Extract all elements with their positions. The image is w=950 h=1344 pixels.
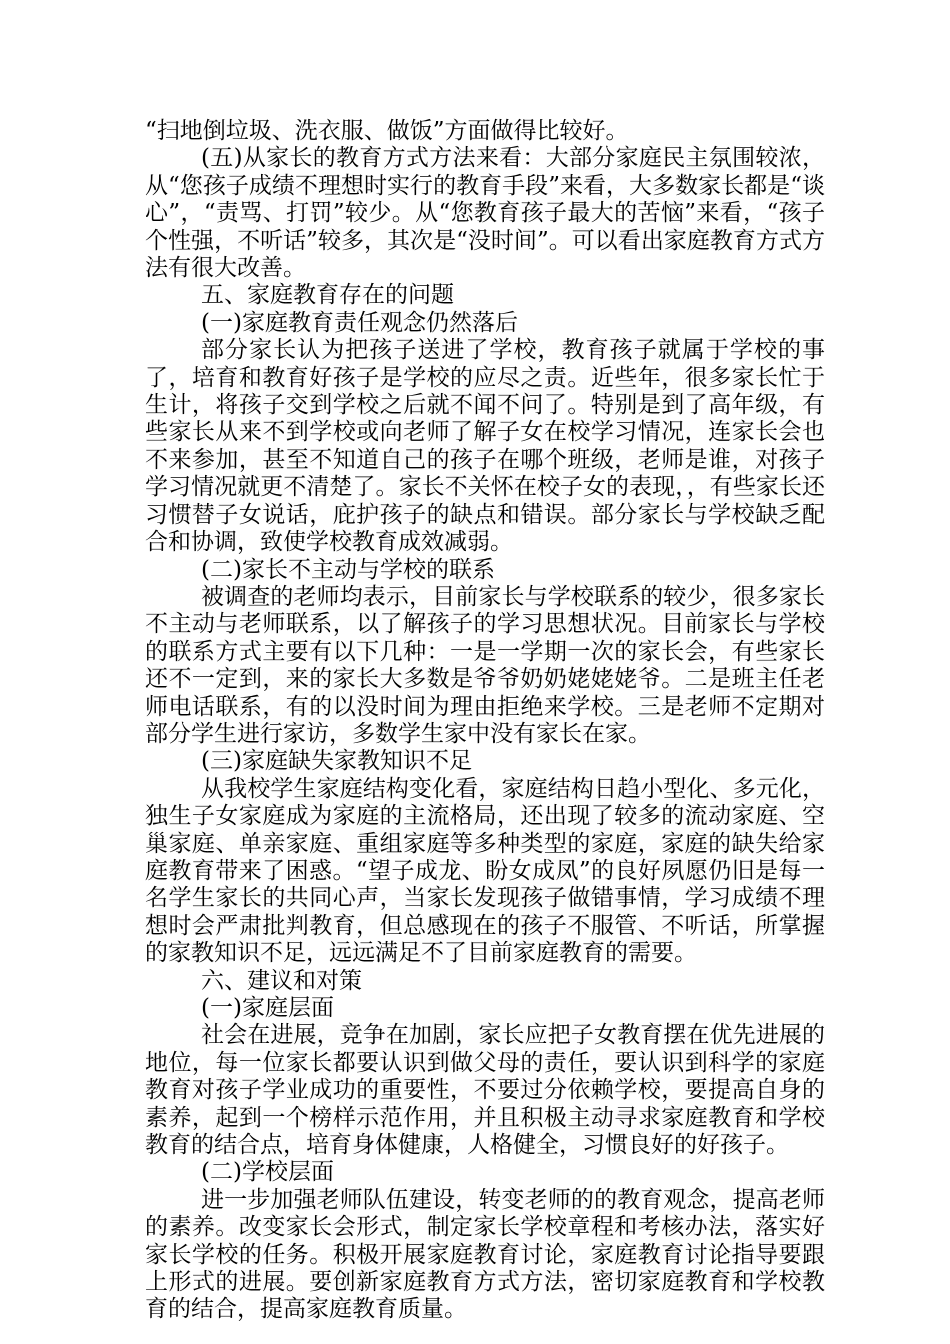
subheading-family: (一)家庭层面 xyxy=(201,995,334,1021)
heading-suggestions: 六、建议和对策 xyxy=(201,967,362,994)
heading-problems: 五、家庭教育存在的问题 xyxy=(201,282,454,309)
paragraph-school: 进一步加强老师队伍建设，转变老师的的教育观念，提高老师的素养。改变家长会形式，制定家长学校章程和考核办法，落实好家长学校的任务。积极开展家庭教育讨论，家庭教育讨论指导要跟上形式的进展。要创新家庭教育方式方法，密切家庭教育和学校教育的结合，提高家庭教育质量。 xyxy=(145,1186,825,1323)
paragraph-knowledge: 从我校学生家庭结构变化看，家庭结构日趋小型化、多元化，独生子女家庭成为家庭的主流格局，还出现了较多的流动家庭、空巢家庭、单亲家庭、重组家庭等多种类型的家庭，家庭的缺失给家庭教育带来了困惑。“望子成龙、盼女成凤”的良好夙愿仍旧是每一名学生家长的共同心声，当家长发现孩子做错事情，学习成绩不理想时会严肃批判教育，但总感现在的孩子不服管、不听话，所掌握的家教知识不足，远远满足不了目前家庭教育的需要。 xyxy=(145,775,825,967)
subheading-school: (二)学校层面 xyxy=(201,1159,334,1186)
paragraph-responsibility: 部分家长认为把孩子送进了学校，教育孩子就属于学校的事了，培育和教育好孩子是学校的应尽之责。近些年，很多家长忙于生计，将孩子交到学校之后就不闻不问了。特别是到了高年级，有些家长从来不到学校或向老师了解子女在校学习情况，连家长会也不来参加，甚至不知道自己的孩子在哪个班级，老师是谁，对孩子学习情况就更不清楚了。家长不关怀在校子女的表现，，有些家长还习惯替子女说话，庇护孩子的缺点和错误。部分家长与学校缺乏配合和协调，致使学校教育成效减弱。 xyxy=(145,337,825,556)
subheading-contact: (二)家长不主动与学校的联系 xyxy=(201,556,495,583)
subheading-knowledge: (三)家庭缺失家教知识不足 xyxy=(201,748,472,775)
paragraph-continuation: “扫地倒垃圾、洗衣服、做饭”方面做得比较好。 xyxy=(145,118,629,144)
subheading-responsibility: (一)家庭教育责任观念仍然落后 xyxy=(201,309,518,336)
paragraph-contact: 被调查的老师均表示，目前家长与学校联系的较少，很多家长不主动与老师联系，以了解孩子的学习思想状况。目前家长与学校的联系方式主要有以下几种：一是一学期一次的家长会，有些家长还不一定到，来的家长大多数是爷爷奶奶姥姥姥爷。二是班主任老师电话联系，有的以没时间为理由拒绝来学校。三是老师不定期对部分学生进行家访，多数学生家中没有家长在家。 xyxy=(145,583,825,747)
document-body xyxy=(145,118,825,1324)
paragraph-family: 社会在进展，竞争在加剧，家长应把子女教育摆在优先进展的地位，每一位家长都要认识到做父母的责任，要认识到科学的家庭教育对孩子学业成功的重要性，不要过分依赖学校，要提高自身的素养，起到一个榜样示范作用，并且积极主动寻求家庭教育和学校教育的结合点，培育身体健康，人格健全，习惯良好的好孩子。 xyxy=(145,1022,825,1159)
paragraph-section-5: (五)从家长的教育方式方法来看：大部分家庭民主氛围较浓，从“您孩子成绩不理想时实行的教育手段”来看，大多数家长都是“谈心”，“责骂、打罚”较少。从“您教育孩子最大的苦恼”来看，“孩子个性强，不听话”较多，其次是“没时间”。可以看出家庭教育方式方法有很大改善。 xyxy=(145,145,825,282)
